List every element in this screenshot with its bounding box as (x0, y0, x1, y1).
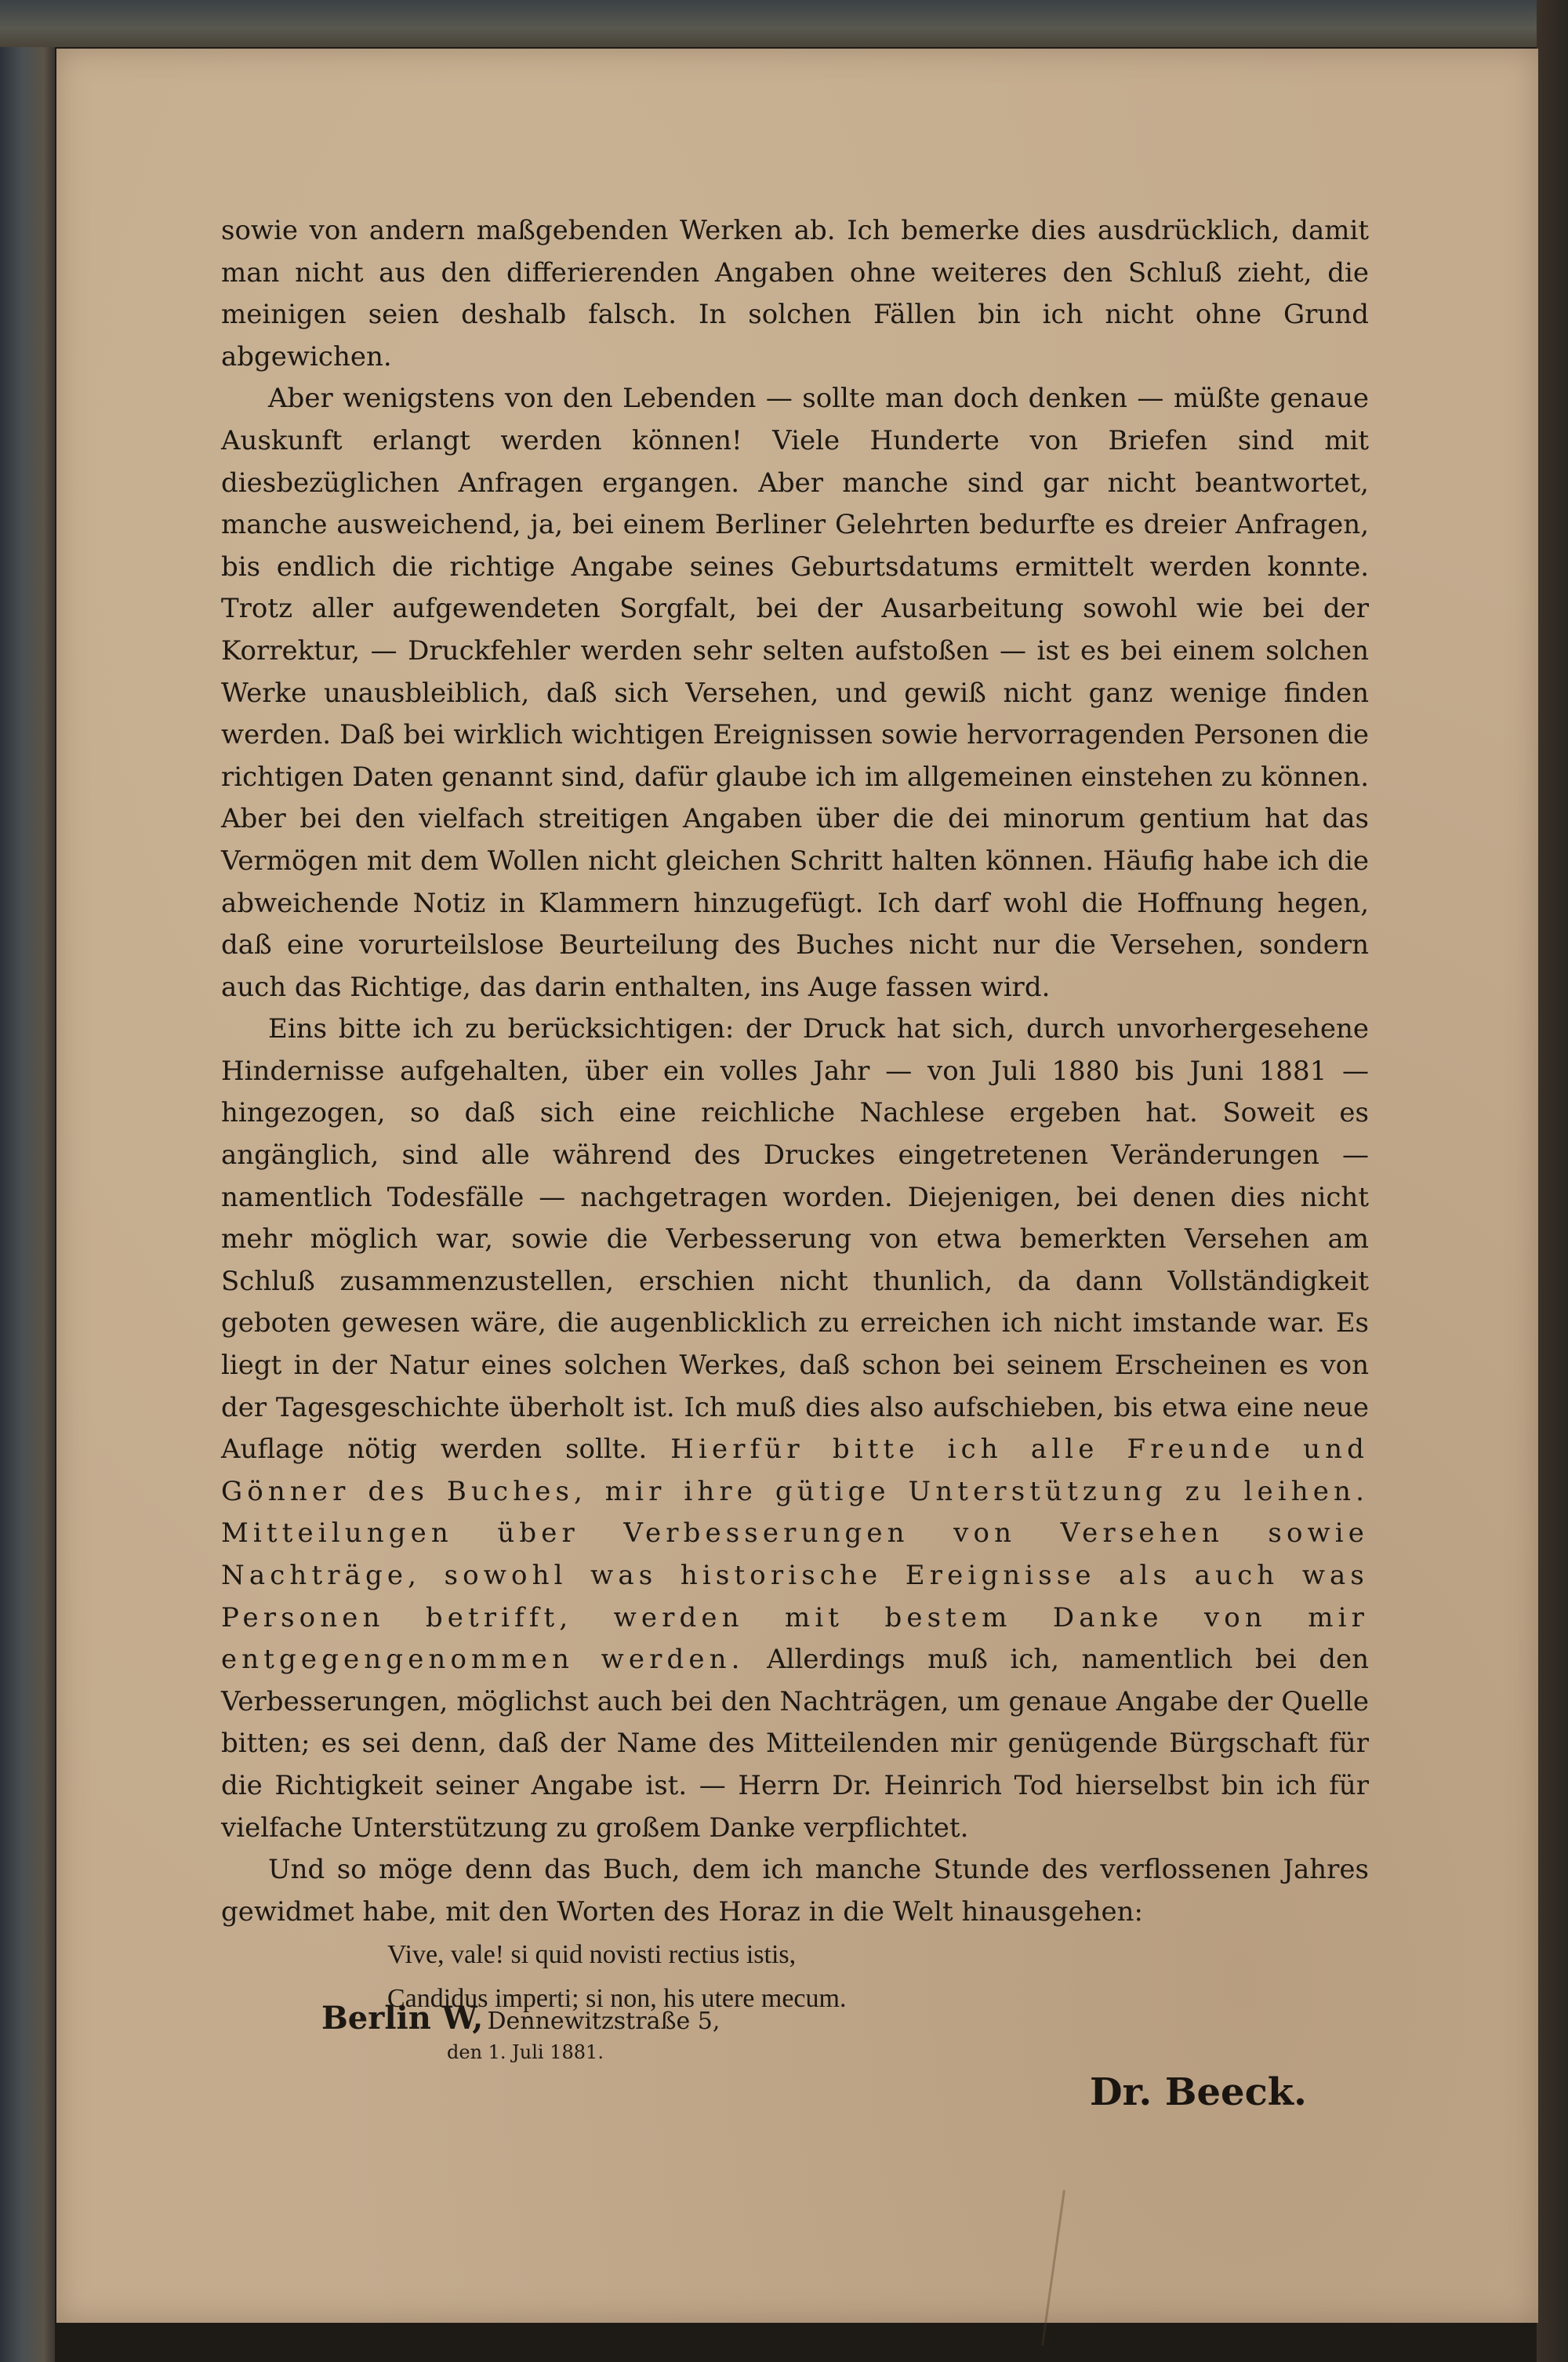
paragraph-3 (221, 1008, 1369, 1849)
preface-text (221, 210, 1369, 2021)
paragraph-3-part-1: Eins bitte ich zu berücksichtigen: der Druck hat sich, durch unvorhergesehene Hindernisse aufgehalten, über ein volles Jahr — von Juli 1880 bis Juni 1881 — hingezogen, so daß sich eine reichliche Nachlese ergeben hat. Soweit es angänglich, sind alle während des Druckes eingetretenen Veränderungen — namentlich Todesfälle — nachgetragen worden. Diejenigen, bei denen dies nicht mehr möglich war, sowie die Verbesserung von etwa bemerkten Versehen am Schluß zusammenzustellen, erschien nicht thunlich, da dann Vollständigkeit geboten gewesen wäre, die augenblicklich zu erreichen ich nicht imstande war. Es liegt in der Natur eines solchen Werkes, daß schon bei seinem Erscheinen es von der Tagesgeschichte überholt ist. Ich muß dies also aufschieben, bis etwa eine neue Auflage nötig werden sollte. (221, 1013, 1369, 1466)
paragraph-4: Und so möge denn das Buch, dem ich manche Stunde des verflossenen Jahres gewidmet habe, mit den Worten des Horaz in die Welt hinausgehen: (221, 1854, 1369, 1928)
date-line: den 1. Juli 1881. (447, 2041, 604, 2063)
paper-tear (1041, 2190, 1065, 2346)
book-cover-top-edge (0, 0, 1568, 47)
book-cover-left-edge (0, 0, 55, 2362)
book-cover-right-edge (1537, 0, 1568, 2362)
place-and-date (321, 2000, 1341, 2063)
horace-quote-line-2: Candidus imperti; si non, his utere mecum. (387, 1984, 847, 2014)
paragraph-3-spaced-appeal: Hierfür bitte ich alle Freunde und Gönner des Buches, mir ihre gütige Unterstützung zu leihen. Mitteilungen über Verbesserungen von Versehen sowie Nachträge, sowohl was historische Ereignisse als auch was Personen betrifft, werden mit bestem Danke von mir entgegengenommen werden. (221, 1434, 1369, 1676)
paragraph-1: sowie von andern maßgebenden Werken ab. Ich bemerke dies ausdrücklich, damit man nicht aus den differierenden Angaben ohne weiteres den Schluß zieht, die meinigen seien deshalb falsch. In solchen Fällen bin ich nicht ohne Grund abgewichen. (221, 215, 1369, 372)
horace-quote-line-1: Vive, vale! si quid novisti rectius istis, (387, 1940, 797, 1970)
place-city: Berlin W, (321, 2000, 484, 2037)
author-signature: Dr. Beeck. (1090, 2070, 1307, 2114)
paragraph-2: Aber wenigstens von den Lebenden — sollte man doch denken — müßte genaue Auskunft erlangt werden können! Viele Hunderte von Briefen sind mit diesbezüglichen Anfragen ergangen. Aber manche sind gar nicht beantwortet, manche ausweichend, ja, bei einem Berliner Gelehrten bedurfte es dreier Anfragen, bis endlich die richtige Angabe seines Geburtsdatums ermittelt werden konnte. Trotz aller aufgewendeten Sorgfalt, bei der Ausarbeitung sowohl wie bei der Korrektur, — Druckfehler werden sehr selten aufstoßen — ist es bei einem solchen Werke unausbleiblich, daß sich Versehen, und gewiß nicht ganz wenige finden werden. Daß bei wirklich wichtigen Ereignissen sowie hervorragenden Personen die richtigen Daten genannt sind, dafür glaube ich im allgemeinen einstehen zu können. Aber bei den vielfach streitigen Angaben über die dei minorum gentium hat das Vermögen mit dem Wollen nicht gleichen Schritt halten können. Häufig habe ich die abweichende Notiz in Klammern hinzugefügt. Ich darf wohl die Hoffnung hegen, daß eine vorurteilslose Beurteilung des Buches nicht nur die Versehen, sondern auch das Richtige, das darin enthalten, ins Auge fassen wird. (221, 383, 1369, 1003)
place-street: Dennewitzstraße 5, (487, 2008, 720, 2035)
paragraph-3-part-2: Allerdings muß ich, namentlich bei den Verbesserungen, möglichst auch bei den Nachträgen, um genaue Angabe der Quelle bitten; es sei denn, daß der Name des Mitteilenden mir genügende Bürgschaft für die Richtigkeit seiner Angabe ist. — Herrn Dr. Heinrich Tod hierselbst bin ich für vielfache Unterstützung zu großem Danke verpflichtet. (221, 1644, 1369, 1844)
